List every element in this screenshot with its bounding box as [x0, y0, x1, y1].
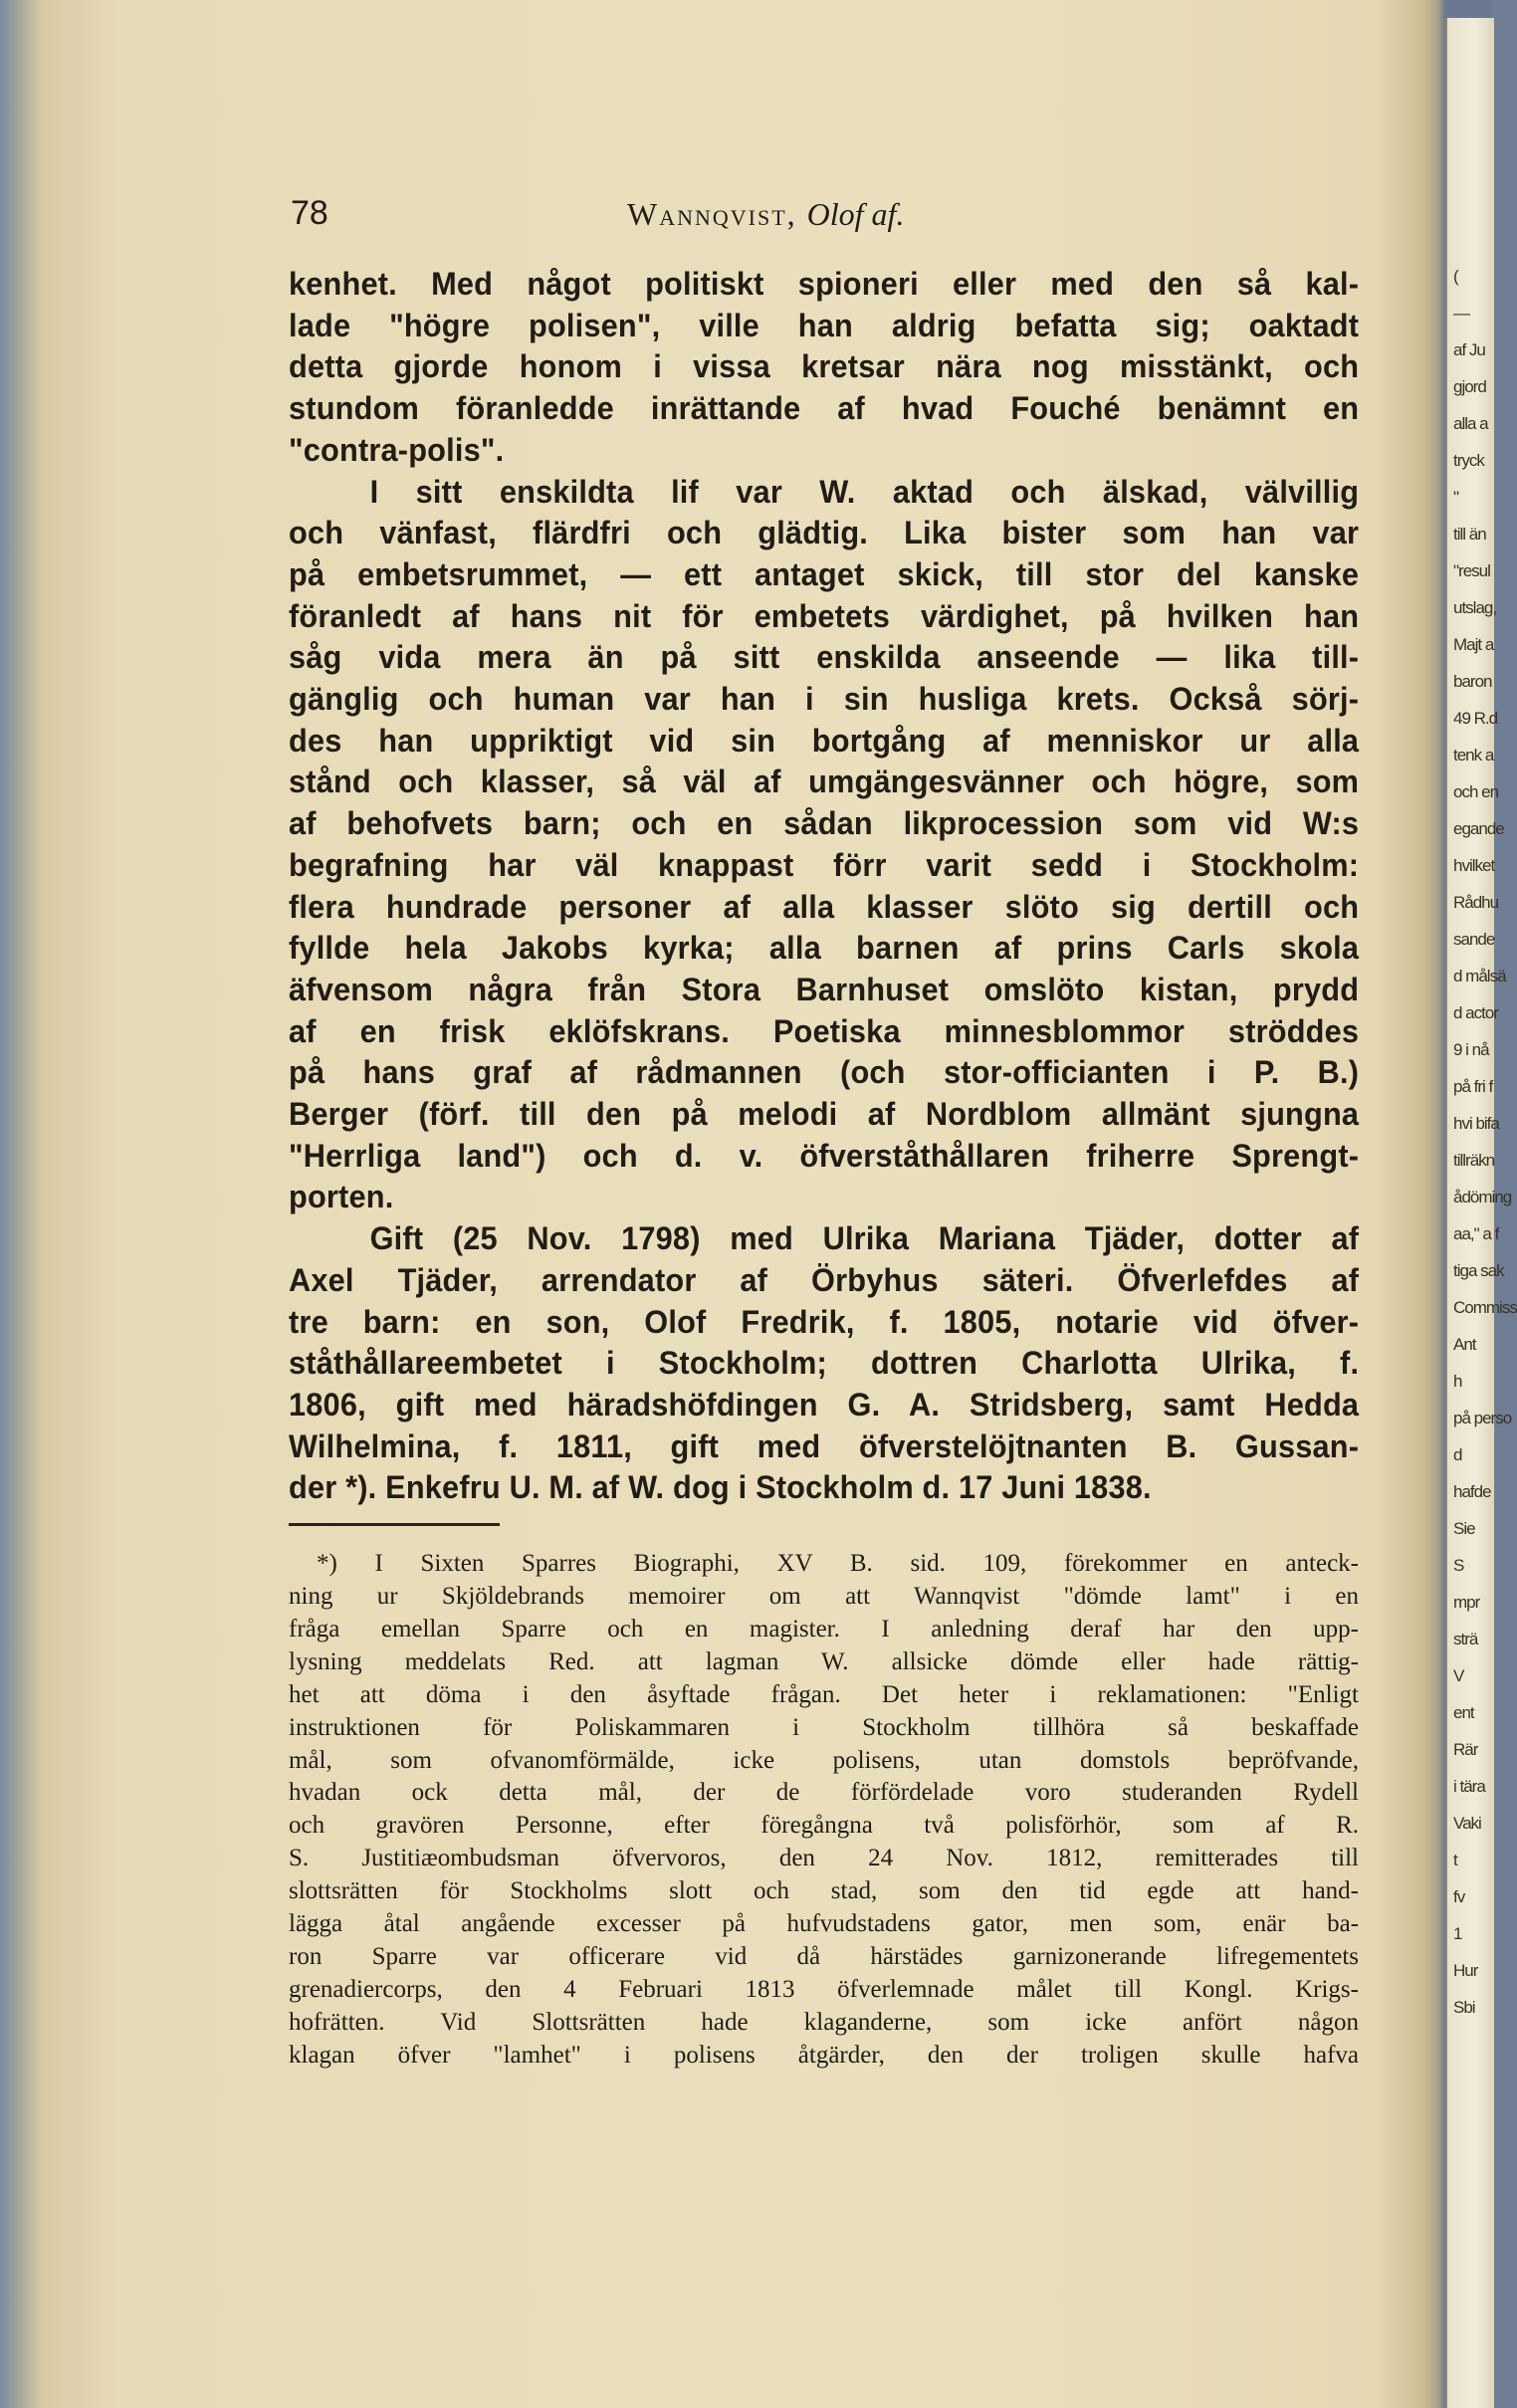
body-line: des han uppriktigt vid sin bortgång af menniskor ur alla [289, 722, 1360, 759]
footnote-line: slottsrätten för Stockholms slott och stad, som den tid egde att hand- [289, 1877, 1359, 1905]
next-page-fragment: baron [1453, 672, 1492, 691]
body-line: Gift (25 Nov. 1798) med Ulrika Mariana Tjäder, dotter af [369, 1220, 1360, 1257]
body-line: såg vida mera än på sitt enskilda anseende — lika till- [289, 639, 1360, 676]
footnote-line: mål, som ofvanomförmälde, icke polisens, utan domstols bepröfvande, [289, 1746, 1359, 1774]
next-page-fragment: "resul [1453, 561, 1490, 580]
body-line: på embetsrummet, — ett antaget skick, till stor del kanske [289, 555, 1360, 592]
next-page-fragment: tillräkn [1453, 1151, 1495, 1170]
footnote-line: het att döma i den åsyftade frågan. Det heter i reklamationen: "Enligt [289, 1680, 1359, 1708]
next-page-fragment: af Ju [1453, 340, 1485, 359]
next-page-fragment: 9 i nå [1453, 1040, 1489, 1059]
running-title [627, 196, 904, 233]
body-line: föranledt af hans nit för embetets värdighet, på hvilken han [289, 597, 1360, 634]
next-page-fragment: ent [1453, 1703, 1474, 1722]
next-page-fragment: Commiss [1453, 1298, 1517, 1317]
next-page-fragment: tenk a [1453, 746, 1494, 765]
footnote-line: klagan öfver "lamhet" i polisens åtgärder, den der troligen skulle hafva [289, 2041, 1359, 2069]
footnote-line: lägga åtal angående excesser på hufvudstadens gator, men som, enär ba- [289, 1910, 1359, 1938]
footnote-line: instruktionen för Poliskammaren i Stockholm tillhöra så beskaffade [289, 1713, 1359, 1741]
next-page-edge [1445, 18, 1517, 2408]
footnote-line: lysning meddelats Red. att lagman W. allsicke dömde eller hade rättig- [289, 1647, 1359, 1675]
body-line: stånd och klasser, så väl af umgängesvänner och högre, som [289, 764, 1360, 800]
footnote-line: fråga emellan Sparre och en magister. I anledning deraf har den upp- [289, 1615, 1359, 1642]
body-line: der *). Enkefru U. M. af W. dog i Stockholm d. 17 Juni 1838. [289, 1469, 1152, 1506]
body-line: 1806, gift med häradshöfdingen G. A. Stridsberg, samt Hedda [289, 1386, 1360, 1423]
next-page-fragment: mpr [1453, 1593, 1480, 1612]
next-page-fragment: d målsä [1453, 967, 1506, 985]
next-page-fragment: ådöming [1453, 1188, 1512, 1206]
next-page-fragment: fv [1453, 1887, 1465, 1906]
body-line: "Herrliga land") och d. v. öfverståthållaren friherre Sprengt- [289, 1137, 1360, 1174]
next-page-fragment: Ant [1453, 1335, 1476, 1354]
next-page-fragment: 1 [1453, 1924, 1462, 1943]
next-page-fragment: Vaki [1453, 1814, 1481, 1833]
body-line: tre barn: en son, Olof Fredrik, f. 1805, notarie vid öfver- [289, 1303, 1360, 1340]
next-page-fragment: — [1453, 304, 1469, 323]
body-line: detta gjorde honom i vissa kretsar nära nog misstänkt, och [289, 348, 1360, 385]
body-line: stundom föranledde inrättande af hvad Fouché benämnt en [289, 390, 1360, 427]
next-page-fragment: S [1453, 1556, 1464, 1575]
next-page-fragment: till än [1453, 525, 1486, 544]
footnote-line: ning ur Skjöldebrands memoirer om att Wannqvist "dömde lamt" i en [289, 1583, 1359, 1610]
next-page-fragment: Hur [1453, 1961, 1478, 1980]
next-page-fragment: d [1453, 1445, 1462, 1464]
footnote-line: *) I Sixten Sparres Biographi, XV B. sid. 109, förekommer en anteck- [317, 1550, 1359, 1578]
footnote-line: S. Justitiæombudsman öfvervoros, den 24 Nov. 1812, remitterades till [289, 1845, 1359, 1872]
footnote-line: grenadiercorps, den 4 Februari 1813 öfverlemnade målet till Kongl. Krigs- [289, 1975, 1359, 2003]
footnote-line: ron Sparre var officerare vid då härstädes garnizonerande lifregementets [289, 1942, 1359, 1970]
next-page-fragment: tryck [1453, 451, 1484, 470]
body-line: "contra-polis". [289, 431, 505, 468]
body-line: Berger (förf. till den på melodi af Nordblom allmänt sjungna [289, 1096, 1360, 1133]
body-line: Wilhelmina, f. 1811, gift med öfverstelöjtnanten B. Gussan- [289, 1427, 1360, 1464]
body-line: lade "högre polisen", ville han aldrig befatta sig; oaktadt [289, 307, 1360, 343]
running-header [289, 194, 1359, 264]
next-page-fragment: på fri f [1453, 1077, 1493, 1096]
next-page-fragment: i tära [1453, 1777, 1485, 1796]
next-page-fragment: Rär [1453, 1740, 1478, 1759]
body-line: kenhet. Med något politiskt spioneri eller med den så kal- [289, 266, 1360, 302]
footnote-line: hofrätten. Vid Slottsrätten hade klaganderne, som icke anfört någon [289, 2008, 1359, 2036]
body-line: I sitt enskildta lif var W. aktad och älskad, välvillig [369, 473, 1360, 510]
next-page-fragment: egande [1453, 819, 1504, 838]
running-name: Wannqvist, [627, 196, 797, 232]
body-line: på hans graf af rådmannen (och stor-officianten i P. B.) [289, 1054, 1360, 1091]
next-page-fragment: och en [1453, 782, 1499, 801]
body-line: gänglig och human var han i sin husliga krets. Också sörj- [289, 681, 1360, 718]
footnote-line: och gravören Personne, efter föregångna två polisförhör, som af R. [289, 1812, 1359, 1840]
next-page-fragment: ( [1453, 267, 1458, 286]
book-page [289, 194, 1359, 2073]
next-page-fragment: sande [1453, 930, 1495, 949]
next-page-fragment: aa," a f [1453, 1224, 1499, 1243]
next-page-fragment: på perso [1453, 1409, 1512, 1427]
next-page-fragment: t [1453, 1851, 1457, 1869]
next-page-fragment: hvi bifa [1453, 1114, 1499, 1133]
body-line: flera hundrade personer af alla klasser slöto sig dertill och [289, 888, 1360, 925]
next-page-fragment: Majt a [1453, 635, 1494, 654]
next-page-fragment: Sie [1453, 1519, 1475, 1538]
running-italic: Olof af. [806, 196, 905, 232]
next-page-fragment: 49 R.d [1453, 709, 1498, 728]
next-page-fragment: alla a [1453, 414, 1488, 433]
footnote-rule [289, 1523, 500, 1526]
body-line: af en frisk eklöfskrans. Poetiska minnesblommor ströddes [289, 1012, 1360, 1049]
next-page-fragment: h [1453, 1372, 1462, 1391]
next-page-fragment: utslag, [1453, 598, 1497, 617]
next-page-fragment: hvilket [1453, 856, 1495, 875]
body-line: begrafning har väl knappast förr varit sedd i Stockholm: [289, 846, 1360, 883]
next-page-fragment: gjord [1453, 377, 1486, 396]
body-line: fyllde hela Jakobs kyrka; alla barnen af prins Carls skola [289, 930, 1360, 967]
body-line: ståthållareembetet i Stockholm; dottren Charlotta Ulrika, f. [289, 1345, 1360, 1382]
next-page-fragment: V [1453, 1666, 1464, 1685]
footnote-line: hvadan ock detta mål, der de förfördelade voro studeranden Rydell [289, 1779, 1359, 1807]
body-line: och vänfast, flärdfri och glädtig. Lika bister som han var [289, 515, 1360, 551]
body-line: af behofvets barn; och en sådan likprocession som vid W:s [289, 805, 1360, 842]
next-page-fragment: " [1453, 488, 1459, 507]
next-page-fragment: d actor [1453, 1003, 1498, 1022]
next-page-fragment: tiga sak [1453, 1261, 1504, 1280]
next-page-fragment: hafde [1453, 1482, 1491, 1501]
footnote [289, 1548, 1359, 2073]
page-number: 78 [291, 194, 328, 232]
next-page-fragment: strä [1453, 1630, 1478, 1648]
body-text [289, 264, 1359, 1509]
next-page-fragment: Rådhu [1453, 893, 1499, 912]
body-line: porten. [289, 1179, 394, 1215]
body-line: äfvensom några från Stora Barnhuset omslöto kistan, prydd [289, 971, 1360, 1007]
body-line: Axel Tjäder, arrendator af Örbyhus säteri. Öfverlefdes af [289, 1261, 1360, 1298]
next-page-fragment: Sbi [1453, 1998, 1475, 2017]
